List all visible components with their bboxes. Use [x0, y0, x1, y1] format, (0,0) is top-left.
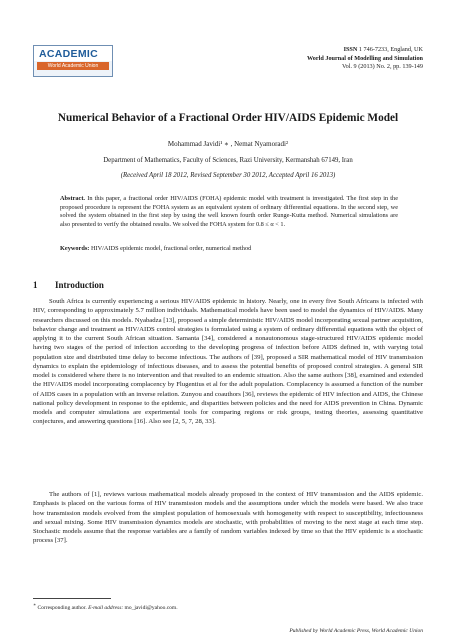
journal-logo: [33, 45, 113, 77]
footnote-rule: [33, 598, 111, 599]
section-number: 1: [33, 280, 38, 290]
footnote: [33, 602, 178, 611]
journal-issn: ISSN 1 746-7233, England, UK: [343, 46, 423, 53]
logo-name: ACADEMIC: [34, 46, 112, 61]
journal-info: [307, 46, 423, 72]
footnote-marker: ∗: [33, 602, 37, 607]
body-paragraph: [33, 297, 423, 427]
journal-volume: Vol. 9 (2013) No. 2, pp. 139-149: [341, 63, 423, 70]
paper-authors: Mohammad Javidi¹ ∗ , Nemat Nyamoradi²: [167, 140, 289, 148]
keywords: [60, 245, 398, 252]
keywords-text: HIV/AIDS epidemic model, fractional order, numerical method: [90, 245, 252, 252]
publisher-line: Published by World Academic Press, World Academic Union: [289, 628, 423, 634]
footnote-email-label: E-mail address:: [88, 604, 124, 611]
paragraph-2: The authors of [1], reviews various mathematical models already proposed in the context of HIV transmission and the AIDS epidemic. Emphasis is placed on the various forms of HIV transmission models and the assumptions under which the models were based. We also trace how transmission models evolved from the simplest population of homosexuals with homogeneity with respect to susceptibility, infectiousness and sexual mixing. Some HIV transmission dynamics models are stochastic, with probabilities of moving to the next stage at each time step. Stochastic models assume that the response variables are a family of random variables indexed by time so that the HIV epidemic is a stochastic process [37].: [33, 491, 423, 545]
abstract: [60, 195, 398, 229]
paper-received-dates: (Received April 18 2012, Revised September 30 2012, Accepted April 16 2013): [120, 172, 336, 179]
footnote-email[interactable]: mo_javidi@yahoo.com.: [124, 604, 178, 611]
section-title: Introduction: [55, 280, 104, 290]
paper-affiliation: Department of Mathematics, Faculty of Sciences, Razi University, Kermanshah 67149, Iran: [103, 157, 353, 164]
journal-name: World Journal of Modelling and Simulation: [306, 54, 423, 62]
paragraph-1: South Africa is currently experiencing a serious HIV/AIDS epidemic in history. Nearly, one in every five South Africans is infected with HIV, corresponding to approximately 5.7 million individuals. Mathematical models have been used to model the dynamics of HIV/AIDS. Many researchers discussed on this models. Nyabadza [13], proposed a simple deterministic HIV/AIDS model incorporating sexual partner acquisition, behavior change and treatment as HIV/AIDS control strategies is formulated using a system of ordinary differential equations with the object of applying it to the current South African situation. Samanta [34], considered a nonautonomous stage-structured HIV/AIDS epidemic model having two stages of the period of infection according to the developing progress of infection before AIDS defined in, with varying total population size and distributed time delay to become infectious. The authors of [39], proposed a SIR mathematical model of HIV transmission dynamics to explain the epidemiology of infectious diseases, and to assess the potential benefits of proposed control strategies. A general SIR model is considered where there is no intervention and that resulted to an endemic situation. Also the same authors [38], examined and extended the HIV/AIDS model incorporating complacency by Flugentius et al for the adult population. Complacency is assumed a function of the number of AIDS cases in a population with an inverse relation. Zunyou and coauthors [36], reviews the epidemic of HIV infection and AIDS, the Chinese national policy development in response to the epidemic, and disparities between policies and the need for AIDS prevention in China. Dynamic models and computer simulations are experimental tools for comparing regions or risk groups, testing theories, assessing quantitative conjectures, and answering questions [16]. Also see [2, 5, 7, 28, 33].: [33, 298, 423, 426]
abstract-label: Abstract.: [60, 195, 86, 202]
footnote-text: Corresponding author.: [37, 604, 87, 611]
body-paragraph: [33, 490, 423, 546]
abstract-text: In this paper, a fractional order HIV/AIDS (FOHA) epidemic model with treatment is investigated. The first step in the proposed procedure is represent the FOHA system as an equivalent system of ordinary differential equations. In the second step, we solved the system obtained in the first step by using the well known fourth order Runge-Kutta method. Numerical simulations are also presented to verify the obtained results. We solved the FOHA system for 0.8 ≤ α < 1.: [60, 195, 398, 228]
keywords-label: Keywords:: [60, 245, 90, 252]
logo-subtitle: World Academic Union: [37, 62, 109, 70]
paper-title: Numerical Behavior of a Fractional Order HIV/AIDS Epidemic Model: [57, 112, 399, 124]
section-heading: [33, 280, 104, 290]
